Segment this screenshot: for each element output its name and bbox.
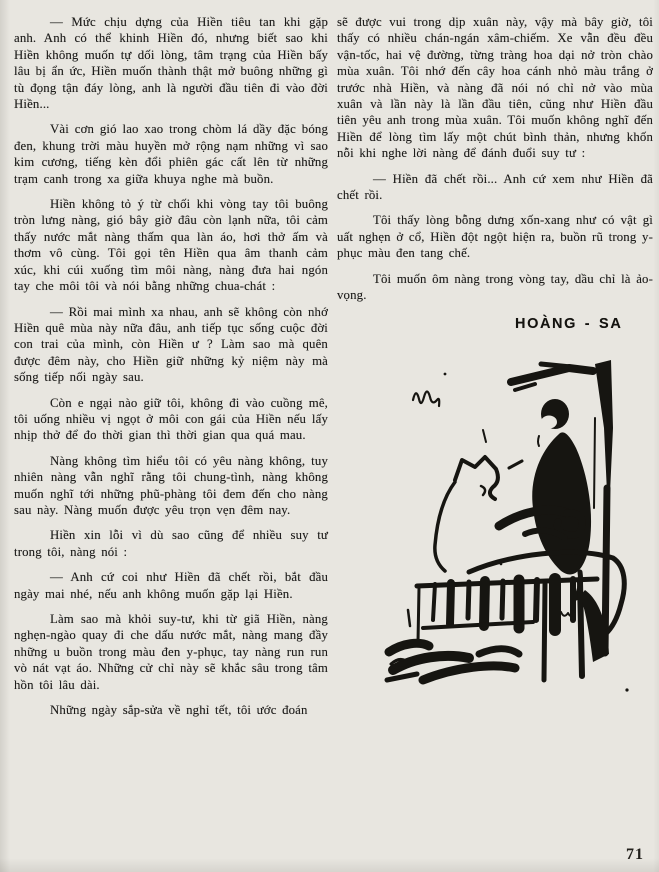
reclining-figure-back	[435, 482, 455, 571]
reclining-figure-head	[455, 457, 498, 499]
right-column	[337, 14, 653, 872]
paragraph: — Rồi mai mình xa nhau, anh sẽ không còn nhớ Hiền quê mùa này nữa đâu, anh tiếp tục sống cuộc đời con trai của mình, còn Hiền ư ? Làm sao mà quên được đêm này, cho Hiền giữ những kỷ niệm này mà sống tiếp nối ngày sau.	[14, 304, 328, 385]
paragraph: Nàng không tìm hiểu tôi có yêu nàng không, tuy nhiên nàng vẫn nghĩ rằng tôi chung-tình, nàng không muốn nghĩ tới những phũ-phàng tôi đem đến cho nàng sau này. Nàng muốn được yêu trọn vẹn đêm nay.	[14, 453, 328, 517]
paragraph: — Anh cứ coi như Hiền đã chết rồi, bắt đầu ngày mai nhé, nếu anh không muốn gặp lại Hiền.	[14, 570, 328, 601]
floor-scribble	[423, 666, 515, 680]
door-frame	[595, 360, 613, 493]
door-top-stroke	[511, 368, 593, 382]
paragraph: — Mức chịu dựng của Hiền tiêu tan khi gặp anh. Anh có thể khinh Hiền đó, nhưng biết sao khi Hiền không muốn tự dối lòng, tâm trạng của Hiền bấy lâu bị ẩn ức, Hiền muốn thành thật mở buông những gì tù đọng tận đáy lòng, anh là người đầu tiên đi vào đời Hiền...	[14, 15, 328, 112]
floor-scribble	[389, 643, 429, 652]
bedpost	[544, 584, 545, 680]
paragraph: Làm sao mà khỏi suy-tư, khi từ giã Hiền, nàng nghẹn-ngào quay đi che dấu nước mắt, nàng mang đầy những u buồn trong màu đen y-phục, tay nàng run run vò nát vạt áo. Những cử chỉ này sẽ khắc sâu trong tâm hồn tôi lâu dài.	[14, 612, 328, 692]
paragraph: Vài cơn gió lao xao trong chòm lá dầy đặc bóng đen, khung trời màu huyền mở rộng nạm những vì sao kim cương, tiếng kèn đổi phiên gác cất lên từ những trạm canh trong xa giữa khuya nghe mà buồn.	[14, 122, 328, 186]
paragraph: Tôi thấy lòng bỗng dưng xốn-xang như có vật gì uất nghẹn ở cổ, Hiền đột ngột hiện ra, buồn rũ trong y-phục màu đen tang chế.	[337, 213, 653, 261]
artist-signature-mark	[413, 391, 439, 406]
paragraph: Những ngày sắp-sửa về nghỉ tết, tôi ước đoán	[50, 703, 308, 718]
paragraph: Hiền xin lỗi vì dù sao cũng để nhiều suy tư trong tôi, nàng nói :	[14, 528, 328, 559]
paragraph: sẽ được vui trong dịp xuân này, vậy mà bây giờ, tôi thấy có nhiều chán-ngán xâm-chiếm. Xe vẫn đều đều vận-tốc, hai vệ đường, từng tràng hoa dại nở tròn chào mùa xuân. Tôi nhớ đến cây hoa cánh nhỏ màu trắng ở trước nhà Hiền, và nàng đã nói nó chỉ nở vào mùa xuân và lần này là lần đầu tiên, cũng như Hiền đầu tiên yêu anh trong mùa xuân. Tôi muốn không nghĩ đến Hiền để lòng tìm lấy một chút bình thản, nhưng khốn nỗi khi nghe lời nàng để đánh đuổi suy tư :	[337, 15, 653, 161]
paragraph: Còn e ngại nào giữ tôi, không đi vào cuồng mê, tôi uống nhiều vị ngọt ở môi con gái của Hiền nếu lấy nhịp thở để đo thời gian thì thời gian qua quá mau.	[14, 395, 328, 443]
page-number: 71	[626, 846, 644, 863]
left-column	[14, 14, 328, 872]
paragraph: — Hiền đã chết rồi... Anh cứ xem như Hiền đã chết rồi.	[337, 171, 653, 203]
author-signature: HOÀNG - SA	[515, 315, 623, 332]
paragraph: Hiền không tỏ ý từ chối khi vòng tay tôi buông tròn lưng nàng, gió bây giờ đâu còn lạnh nữa, tôi cảm thấy nước mắt nàng thấm qua làn áo, hơi thở ấm và thơm vô cùng. Tôi gọi tên Hiền qua âm thanh cảm xúc, khi cúi xuống tìm môi nàng, nàng đưa hai ngón tay che môi tôi và nói bằng những chua-chát :	[14, 197, 328, 294]
ink-sketch-illustration	[383, 358, 653, 712]
paragraph: Tôi muốn ôm nàng trong vòng tay, dầu chỉ là ảo-vọng.	[337, 271, 653, 303]
